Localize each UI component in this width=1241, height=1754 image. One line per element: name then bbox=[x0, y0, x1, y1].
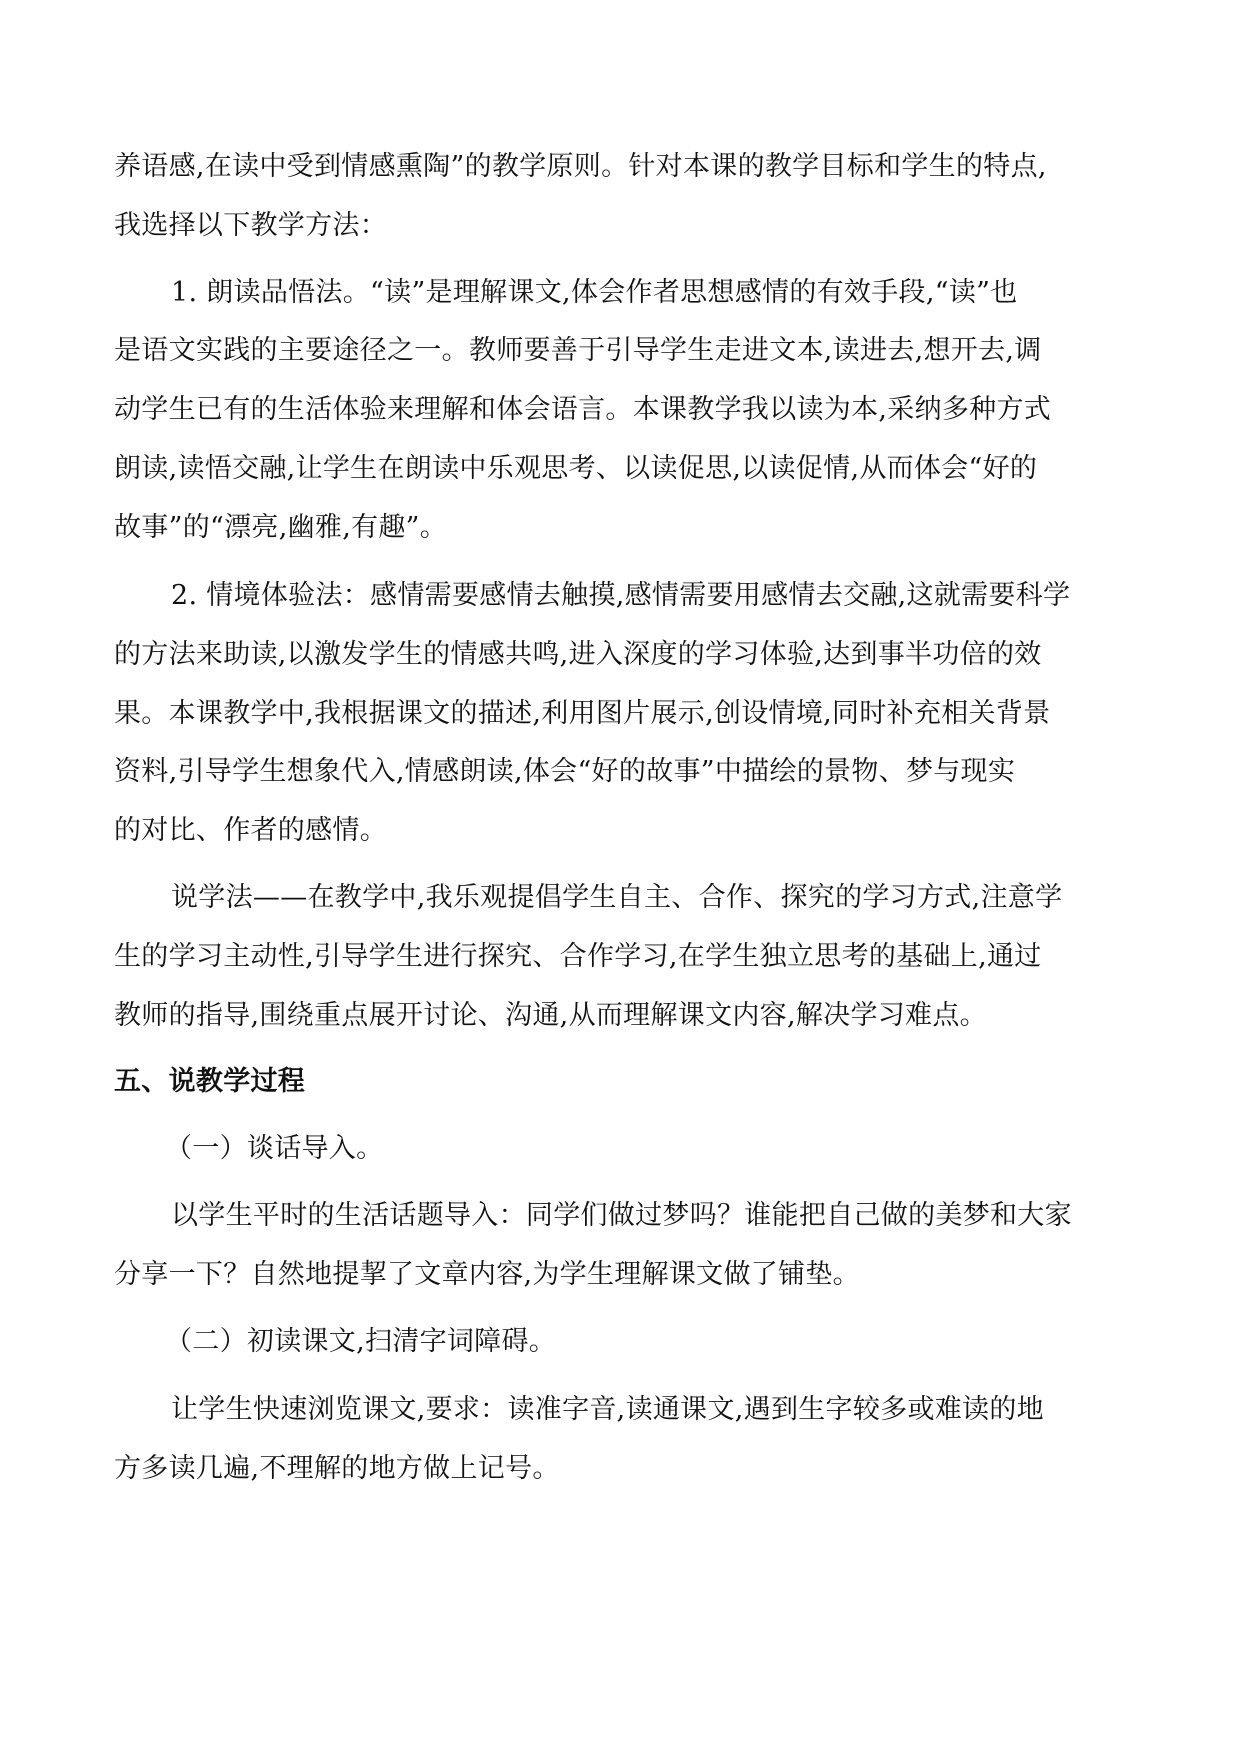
subsection-heading: （一）谈话导入。 bbox=[165, 1133, 384, 1164]
text-line: 朗读,读悟交融,让学生在朗读中乐观思考、以读促思,以读促情,从而体会“好的 bbox=[114, 453, 1038, 484]
text-line: 2. 情境体验法：感情需要感情去触摸,感情需要用感情去交融,这就需要科学 bbox=[171, 580, 1071, 611]
text-line: 生的学习主动性,引导学生进行探究、合作学习,在学生独立思考的基础上,通过 bbox=[114, 941, 1042, 972]
text-line: 的方法来助读,以激发学生的情感共鸣,进入深度的学习体验,达到事半功倍的效 bbox=[114, 639, 1042, 670]
text-line: 让学生快速浏览课文,要求：读准字音,读通课文,遇到生字较多或难读的地 bbox=[171, 1394, 1044, 1425]
text-line: 果。本课教学中,我根据课文的描述,利用图片展示,创设情境,同时补充相关背景 bbox=[114, 698, 1051, 729]
text-line: 资料,引导学生想象代入,情感朗读,体会“好的故事”中描绘的景物、梦与现实 bbox=[114, 756, 1016, 787]
text-line: 是语文实践的主要途径之一。教师要善于引导学生走进文本,读进去,想开去,调 bbox=[114, 335, 1042, 366]
text-line: 故事”的“漂亮,幽雅,有趣”。 bbox=[114, 512, 448, 543]
text-line: 的对比、作者的感情。 bbox=[114, 815, 387, 846]
text-line: 方多读几遍,不理解的地方做上记号。 bbox=[114, 1453, 560, 1484]
text-line: 说学法——在教学中,我乐观提倡学生自主、合作、探究的学习方式,注意学 bbox=[171, 882, 1063, 913]
text-line: 动学生已有的生活体验来理解和体会语言。本课教学我以读为本,采纳多种方式 bbox=[114, 394, 1052, 425]
text-line: 以学生平时的生活话题导入：同学们做过梦吗？谁能把自己做的美梦和大家 bbox=[171, 1200, 1072, 1231]
text-line: 教师的指导,围绕重点展开讨论、沟通,从而理解课文内容,解决学习难点。 bbox=[114, 1000, 987, 1031]
text-line: 1. 朗读品悟法。“读”是理解课文,体会作者思想感情的有效手段,“读”也 bbox=[171, 277, 1018, 308]
text-line: 分享一下？自然地提挈了文章内容,为学生理解课文做了铺垫。 bbox=[114, 1259, 860, 1290]
text-line: 养语感,在读中受到情感熏陶”的教学原则。针对本课的教学目标和学生的特点, bbox=[114, 151, 1047, 182]
text-line: 我选择以下教学方法： bbox=[114, 210, 387, 241]
subsection-heading: （二）初读课文,扫清字词障碍。 bbox=[165, 1326, 557, 1357]
section-heading: 五、说教学过程 bbox=[114, 1066, 306, 1097]
